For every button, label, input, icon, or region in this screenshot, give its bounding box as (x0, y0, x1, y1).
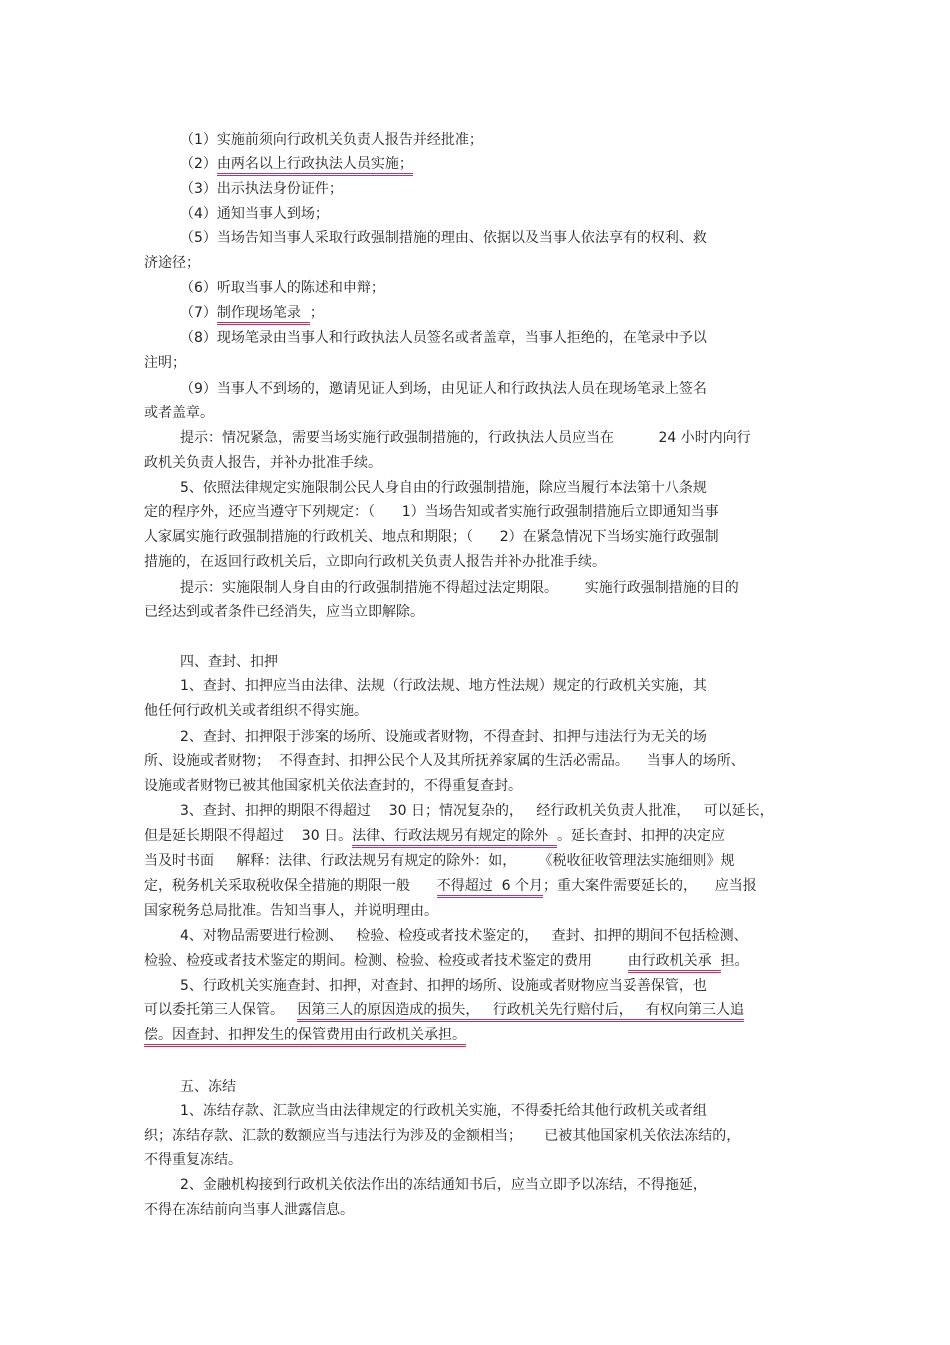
text-line (180, 155, 413, 173)
text-line: 4、对物品需要进行检测、 检验、检疫或者技术鉴定的， 查封、扣押的期间不包括检测、 (180, 928, 748, 944)
text-line: （1）实施前须向行政机关负责人报告并经批准； (180, 132, 483, 148)
text-line: 定的程序外，还应当遵守下列规定：（ 1）当场告知或者实施行政强制措施后立即通知当事 (144, 504, 719, 520)
underlined-text: 制作现场笔录 (217, 305, 310, 325)
underlined-text: 由行政机关承 (628, 953, 721, 973)
line-text: ； (309, 305, 324, 321)
text-line (144, 827, 725, 845)
line-text: 。延长查封、扣押的决定应 (556, 828, 725, 844)
text-line: 人家属实施行政强制措施的行政机关、地点和期限；（ 2）在紧急情况下当场实施行政强制 (144, 529, 719, 545)
text-line: 设施或者财物已被其他国家机关依法查封的，不得重复查封。 (144, 778, 522, 794)
text-line: 措施的，在返回行政机关后，立即向行政机关负责人报告并补办批准手续。 (144, 554, 606, 570)
text-line: 提示：实施限制人身自由的行政强制措施不得超过法定期限。 实施行政强制措施的目的 (180, 580, 739, 596)
text-line: 济途径； (144, 255, 200, 271)
text-line: （8）现场笔录由当事人和行政执法人员签名或者盖章，当事人拒绝的，在笔录中予以 (180, 330, 707, 346)
text-line: 当及时书面 解释：法律、行政法规另有规定的除外：如， 《税收征收管理法实施细则》规 (144, 853, 735, 869)
line-text: 担。 (720, 953, 749, 969)
text-line: 5、依照法律规定实施限制公民人身自由的行政强制措施，除应当履行本法第十八条规 (180, 480, 707, 496)
text-line: 国家税务总局批准。告知当事人，并说明理由。 (144, 903, 438, 919)
underlined-text: 偿。因查封、扣押发生的保管费用由行政机关承担。 (144, 1027, 466, 1047)
underlined-text: 法律、行政法规另有规定的除外 (352, 828, 557, 848)
text-line: 提示：情况紧急，需要当场实施行政强制措施的，行政执法人员应当在 24 小时内向行 (180, 430, 751, 446)
text-line (144, 877, 757, 895)
text-line (144, 1001, 744, 1019)
text-line: 3、查封、扣押的期限不得超过 30 日；情况复杂的， 经行政机关负责人批准， 可以延长， (180, 803, 774, 819)
text-line: （5）当场告知当事人采取行政强制措施的理由、依据以及当事人依法享有的权利、救 (180, 230, 707, 246)
text-line: 所、设施或者财物； 不得查封、扣押公民个人及其所抚养家属的生活必需品。 当事人的场所、 (144, 753, 745, 769)
text-line: 注明； (144, 355, 186, 371)
line-text: 可以委托第三人保管。 (144, 1002, 298, 1018)
text-line (144, 1026, 466, 1044)
text-line: 五、冻结 (180, 1079, 236, 1095)
text-line: 1、查封、扣押应当由法律、法规（行政法规、地方性法规）规定的行政机关实施，其 (180, 678, 707, 694)
line-text: 检验、检疫或者技术鉴定的期间。检测、检验、检疫或者技术鉴定的费用 (144, 953, 628, 969)
text-line (144, 952, 749, 970)
line-text: （7） (180, 305, 217, 321)
text-line: 不得重复冻结。 (144, 1152, 242, 1168)
text-line: （9）当事人不到场的，邀请见证人到场，由见证人和行政执法人员在现场笔录上签名 (180, 381, 707, 397)
underlined-text: 不得超过 6 个月 (437, 878, 543, 898)
text-line: 不得在冻结前向当事人泄露信息。 (144, 1202, 354, 1218)
text-line: （3）出示执法身份证件； (180, 181, 343, 197)
line-text: 定，税务机关采取税收保全措施的期限一般 (144, 878, 437, 894)
text-line: 他任何行政机关或者组织不得实施。 (144, 703, 368, 719)
text-line: 5、行政机关实施查封、扣押，对查封、扣押的场所、设施或者财物应当妥善保管，也 (180, 978, 707, 994)
line-text: （2） (180, 156, 217, 172)
underlined-text: 因第三人的原因造成的损失， 行政机关先行赔付后， 有权向第三人追 (297, 1002, 744, 1022)
underlined-text: 由两名以上行政执法人员实施； (217, 156, 413, 176)
line-text: 但是延长期限不得超过 30 日。 (144, 828, 353, 844)
text-line: （4）通知当事人到场； (180, 206, 329, 222)
text-line: 2、金融机构接到行政机关依法作出的冻结通知书后，应当立即予以冻结，不得拖延， (180, 1177, 707, 1193)
text-line: 政机关负责人报告，并补办批准手续。 (144, 455, 382, 471)
text-line: 1、冻结存款、汇款应当由法律规定的行政机关实施，不得委托给其他行政机关或者组 (180, 1103, 707, 1119)
text-line: 四、查封、扣押 (180, 654, 278, 670)
text-line: 已经达到或者条件已经消失，应当立即解除。 (144, 604, 424, 620)
line-text: ；重大案件需要延长的， 应当报 (542, 878, 757, 894)
text-line: （6）听取当事人的陈述和申辩； (180, 280, 385, 296)
text-line: 2、查封、扣押限于涉案的场所、设施或者财物，不得查封、扣押与违法行为无关的场 (180, 729, 707, 745)
text-line: 或者盖章。 (144, 405, 214, 421)
text-line: 织；冻结存款、汇款的数额应当与违法行为涉及的金额相当； 已被其他国家机关依法冻结的， (144, 1128, 741, 1144)
text-line (180, 304, 324, 322)
